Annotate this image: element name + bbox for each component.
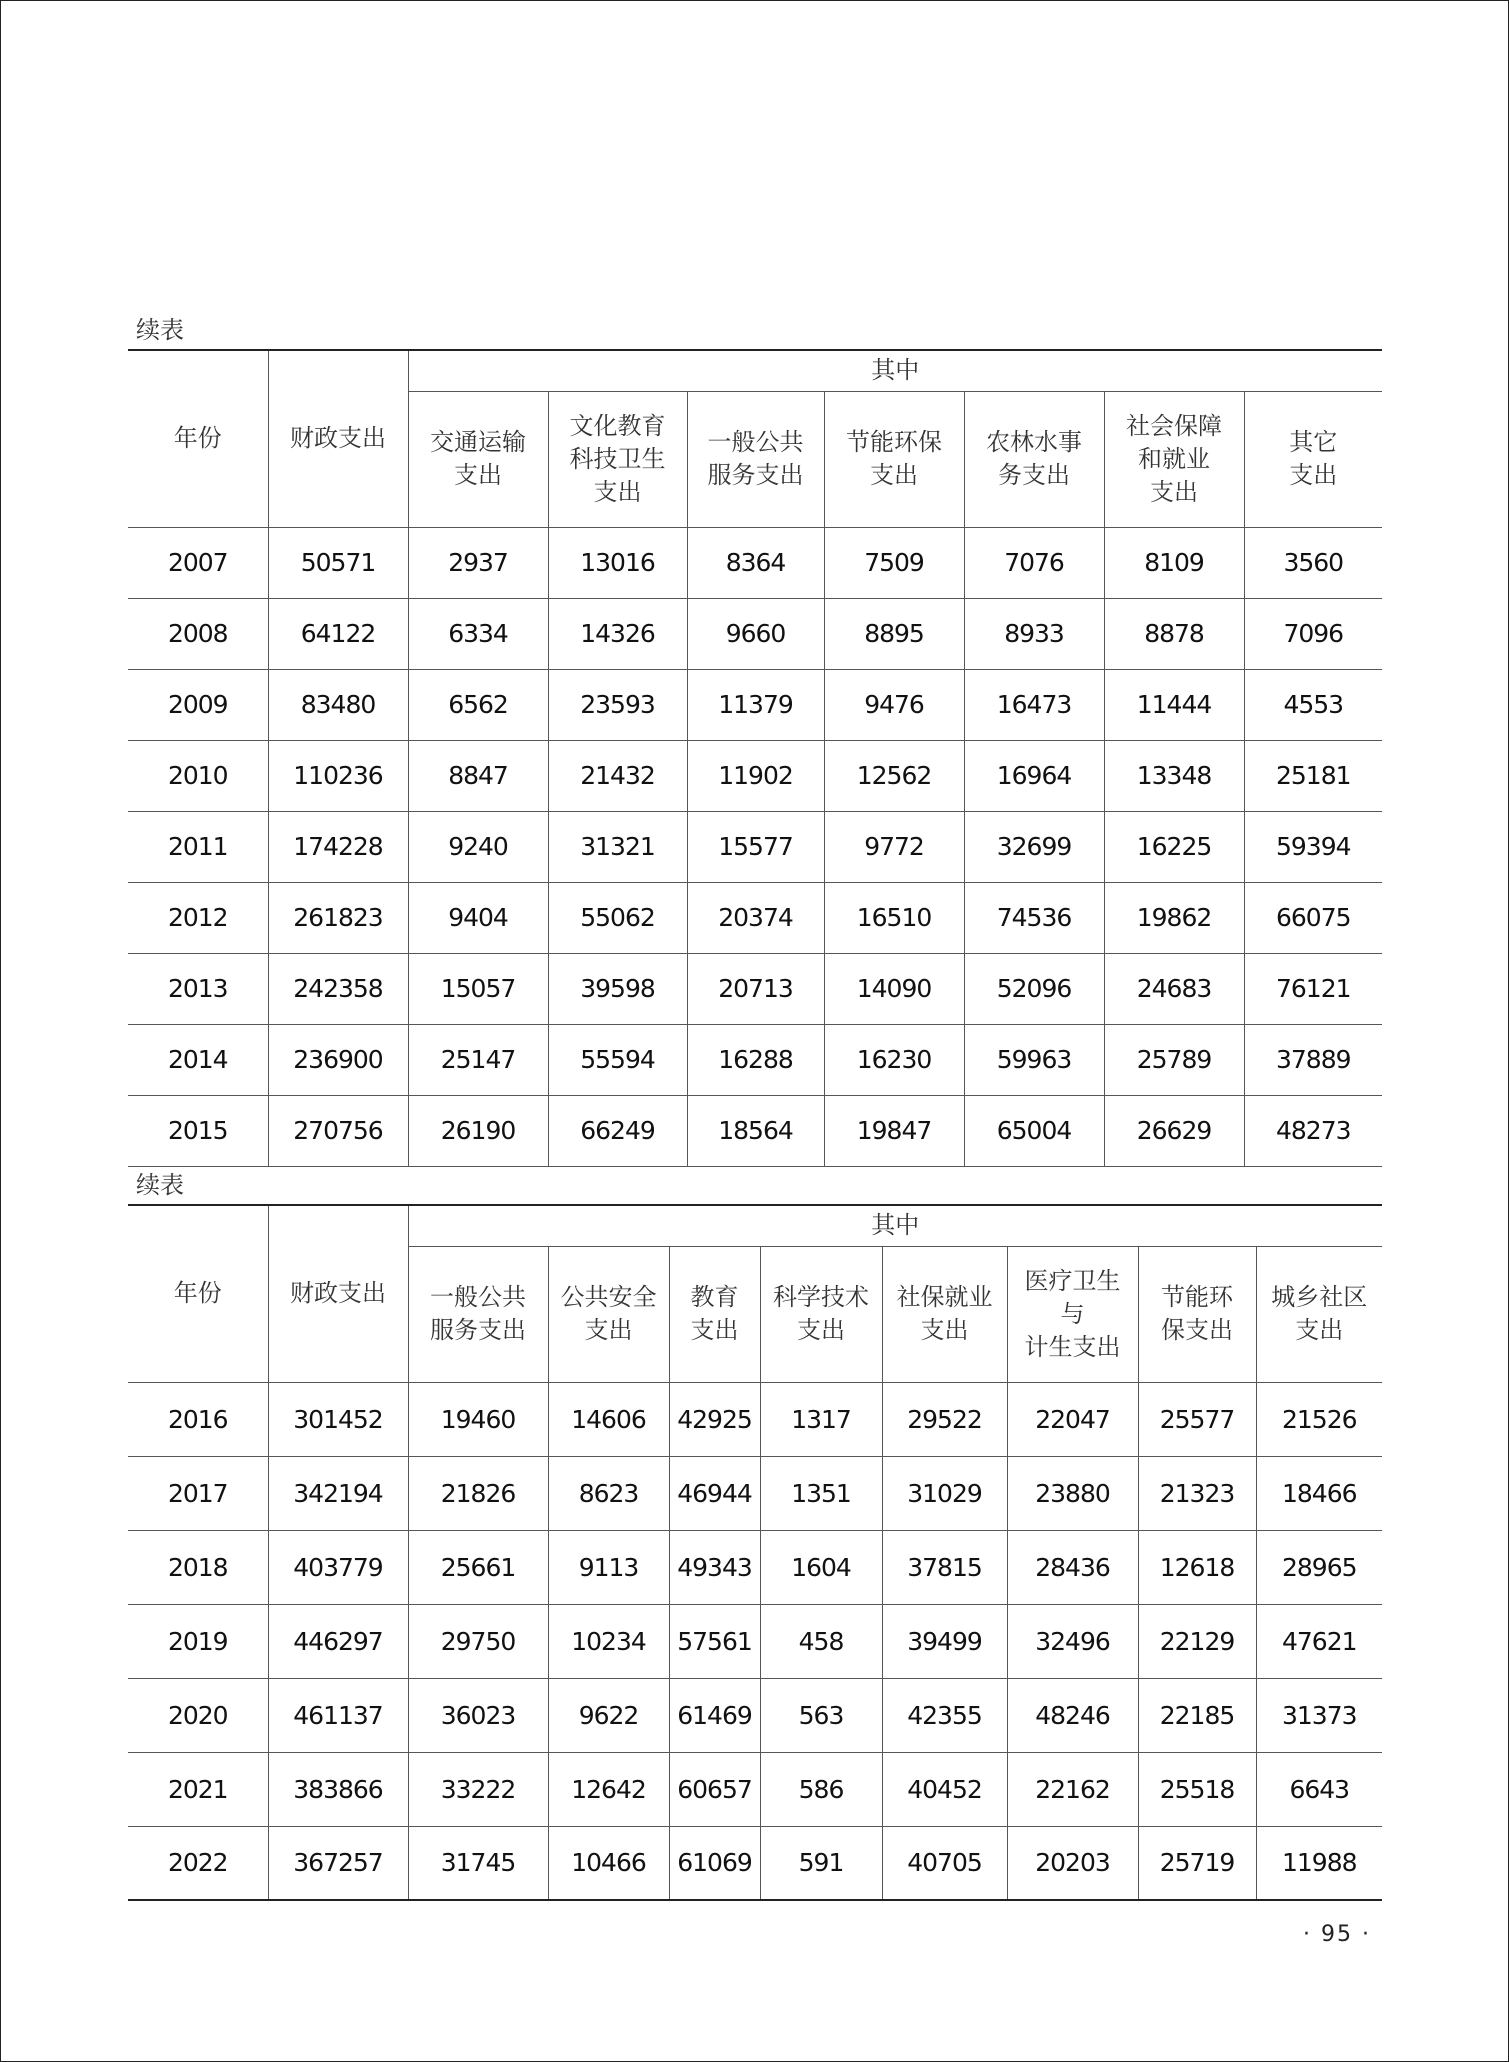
value-cell: 55062: [548, 882, 687, 953]
table-row: [128, 598, 1382, 669]
column-header-line: 支出: [797, 1316, 845, 1344]
year-cell: 2007: [128, 527, 268, 598]
value-cell: 55594: [548, 1024, 687, 1095]
value-cell: 21826: [408, 1456, 548, 1530]
table-row: [128, 1678, 1382, 1752]
year-cell: 2021: [128, 1752, 268, 1826]
value-cell: 46944: [669, 1456, 760, 1530]
column-header: [964, 391, 1104, 527]
table-row: [128, 811, 1382, 882]
page-number: · 95 ·: [1303, 1922, 1371, 1947]
value-cell: 2937: [408, 527, 548, 598]
expenditure-table-2007-2015: [128, 349, 1382, 1167]
value-cell: 25789: [1104, 1024, 1244, 1095]
value-cell: 8878: [1104, 598, 1244, 669]
value-cell: 14326: [548, 598, 687, 669]
column-header-line: 节能环: [1161, 1283, 1233, 1311]
value-cell: 7509: [824, 527, 964, 598]
table-row: [128, 1604, 1382, 1678]
value-cell: 14606: [548, 1382, 669, 1456]
value-cell: 40452: [882, 1752, 1007, 1826]
year-cell: 2022: [128, 1826, 268, 1900]
column-header-line: 一般公共: [707, 428, 804, 456]
table-row: [128, 1530, 1382, 1604]
value-cell: 33222: [408, 1752, 548, 1826]
value-cell: 32699: [964, 811, 1104, 882]
value-cell: 9660: [687, 598, 824, 669]
total-cell: 242358: [268, 953, 408, 1024]
value-cell: 29750: [408, 1604, 548, 1678]
expenditure-table-2016-2022: [128, 1204, 1382, 1901]
value-cell: 1317: [760, 1382, 882, 1456]
value-cell: 22185: [1138, 1678, 1256, 1752]
total-expenditure-header: 财政支出: [268, 350, 408, 527]
year-cell: 2008: [128, 598, 268, 669]
year-cell: 2016: [128, 1382, 268, 1456]
value-cell: 11902: [687, 740, 824, 811]
value-cell: 31373: [1256, 1678, 1382, 1752]
value-cell: 19862: [1104, 882, 1244, 953]
total-cell: 342194: [268, 1456, 408, 1530]
value-cell: 12642: [548, 1752, 669, 1826]
total-cell: 461137: [268, 1678, 408, 1752]
year-cell: 2013: [128, 953, 268, 1024]
value-cell: 13016: [548, 527, 687, 598]
value-cell: 25147: [408, 1024, 548, 1095]
column-header: [1256, 1246, 1382, 1382]
total-cell: 403779: [268, 1530, 408, 1604]
column-header-line: 支出: [454, 461, 502, 489]
value-cell: 16510: [824, 882, 964, 953]
column-header: [408, 1246, 548, 1382]
total-cell: 367257: [268, 1826, 408, 1900]
total-cell: 236900: [268, 1024, 408, 1095]
table-row: [128, 740, 1382, 811]
column-header-line: 与: [1060, 1299, 1085, 1328]
value-cell: 66075: [1244, 882, 1382, 953]
value-cell: 59963: [964, 1024, 1104, 1095]
value-cell: 23880: [1007, 1456, 1138, 1530]
column-header-line: 交通运输: [430, 428, 526, 456]
year-cell: 2010: [128, 740, 268, 811]
value-cell: 16225: [1104, 811, 1244, 882]
value-cell: 9404: [408, 882, 548, 953]
value-cell: 591: [760, 1826, 882, 1900]
value-cell: 18466: [1256, 1456, 1382, 1530]
value-cell: 25719: [1138, 1826, 1256, 1900]
value-cell: 9622: [548, 1678, 669, 1752]
total-expenditure-header: 财政支出: [268, 1205, 408, 1382]
column-header-line: 城乡社区: [1271, 1283, 1368, 1311]
column-header-line: 支出: [584, 1316, 633, 1344]
value-cell: 8895: [824, 598, 964, 669]
value-cell: 31745: [408, 1826, 548, 1900]
value-cell: 16964: [964, 740, 1104, 811]
value-cell: 9772: [824, 811, 964, 882]
value-cell: 60657: [669, 1752, 760, 1826]
table-row: [128, 1752, 1382, 1826]
value-cell: 25518: [1138, 1752, 1256, 1826]
value-cell: 6334: [408, 598, 548, 669]
value-cell: 9113: [548, 1530, 669, 1604]
value-cell: 15057: [408, 953, 548, 1024]
value-cell: 7096: [1244, 598, 1382, 669]
value-cell: 9240: [408, 811, 548, 882]
value-cell: 31029: [882, 1456, 1007, 1530]
column-header: [824, 391, 964, 527]
value-cell: 10234: [548, 1604, 669, 1678]
total-cell: 301452: [268, 1382, 408, 1456]
value-cell: 6562: [408, 669, 548, 740]
column-header-line: 支出: [1150, 477, 1198, 506]
year-cell: 2011: [128, 811, 268, 882]
year-cell: 2018: [128, 1530, 268, 1604]
year-cell: 2015: [128, 1095, 268, 1166]
continued-label: 续表: [136, 316, 184, 344]
column-header-line: 支出: [593, 477, 642, 506]
continued-label: 续表: [136, 1171, 184, 1199]
total-cell: 64122: [268, 598, 408, 669]
value-cell: 25181: [1244, 740, 1382, 811]
value-cell: 1604: [760, 1530, 882, 1604]
value-cell: 65004: [964, 1095, 1104, 1166]
value-cell: 586: [760, 1752, 882, 1826]
total-cell: 50571: [268, 527, 408, 598]
table-row: [128, 882, 1382, 953]
column-header: [687, 391, 824, 527]
value-cell: 3560: [1244, 527, 1382, 598]
total-cell: 261823: [268, 882, 408, 953]
value-cell: 66249: [548, 1095, 687, 1166]
column-header-line: 服务支出: [430, 1316, 526, 1344]
value-cell: 12618: [1138, 1530, 1256, 1604]
value-cell: 19460: [408, 1382, 548, 1456]
column-header: [760, 1246, 882, 1382]
table-row: [128, 1095, 1382, 1166]
value-cell: 14090: [824, 953, 964, 1024]
column-header-line: 一般公共: [430, 1283, 526, 1311]
column-header-line: 科学技术: [773, 1283, 869, 1311]
value-cell: 18564: [687, 1095, 824, 1166]
column-header-line: 保支出: [1161, 1316, 1233, 1344]
total-cell: 174228: [268, 811, 408, 882]
column-header-line: 农林水事: [986, 428, 1082, 456]
year-cell: 2014: [128, 1024, 268, 1095]
column-header-line: 支出: [920, 1316, 969, 1344]
value-cell: 8109: [1104, 527, 1244, 598]
value-cell: 31321: [548, 811, 687, 882]
year-cell: 2020: [128, 1678, 268, 1752]
value-cell: 21432: [548, 740, 687, 811]
value-cell: 4553: [1244, 669, 1382, 740]
table-row: [128, 527, 1382, 598]
value-cell: 563: [760, 1678, 882, 1752]
value-cell: 16473: [964, 669, 1104, 740]
value-cell: 37889: [1244, 1024, 1382, 1095]
value-cell: 9476: [824, 669, 964, 740]
value-cell: 36023: [408, 1678, 548, 1752]
year-cell: 2012: [128, 882, 268, 953]
value-cell: 25577: [1138, 1382, 1256, 1456]
column-header: [1138, 1246, 1256, 1382]
column-header-line: 社保就业: [896, 1283, 993, 1311]
column-header-line: 其它: [1289, 428, 1338, 456]
value-cell: 42925: [669, 1382, 760, 1456]
column-header: [882, 1246, 1007, 1382]
value-cell: 49343: [669, 1530, 760, 1604]
value-cell: 22162: [1007, 1752, 1138, 1826]
value-cell: 57561: [669, 1604, 760, 1678]
value-cell: 39598: [548, 953, 687, 1024]
value-cell: 22129: [1138, 1604, 1256, 1678]
value-cell: 8364: [687, 527, 824, 598]
year-header: 年份: [128, 350, 268, 527]
value-cell: 15577: [687, 811, 824, 882]
column-header: [548, 391, 687, 527]
column-header-line: 服务支出: [707, 461, 804, 489]
column-header-line: 支出: [690, 1316, 739, 1344]
value-cell: 8847: [408, 740, 548, 811]
value-cell: 20203: [1007, 1826, 1138, 1900]
table-row: [128, 1826, 1382, 1900]
value-cell: 23593: [548, 669, 687, 740]
column-header: [1104, 391, 1244, 527]
value-cell: 20713: [687, 953, 824, 1024]
value-cell: 28436: [1007, 1530, 1138, 1604]
table-row: [128, 1024, 1382, 1095]
value-cell: 74536: [964, 882, 1104, 953]
year-cell: 2019: [128, 1604, 268, 1678]
total-cell: 446297: [268, 1604, 408, 1678]
value-cell: 8623: [548, 1456, 669, 1530]
year-cell: 2009: [128, 669, 268, 740]
column-header: [669, 1246, 760, 1382]
value-cell: 39499: [882, 1604, 1007, 1678]
value-cell: 52096: [964, 953, 1104, 1024]
column-header-line: 支出: [870, 461, 918, 489]
value-cell: 24683: [1104, 953, 1244, 1024]
column-header-line: 教育: [690, 1283, 739, 1311]
value-cell: 48273: [1244, 1095, 1382, 1166]
value-cell: 61469: [669, 1678, 760, 1752]
value-cell: 6643: [1256, 1752, 1382, 1826]
value-cell: 61069: [669, 1826, 760, 1900]
table-row: [128, 953, 1382, 1024]
value-cell: 12562: [824, 740, 964, 811]
total-cell: 270756: [268, 1095, 408, 1166]
value-cell: 10466: [548, 1826, 669, 1900]
value-cell: 11379: [687, 669, 824, 740]
column-header-line: 计生支出: [1024, 1332, 1121, 1361]
value-cell: 26629: [1104, 1095, 1244, 1166]
table-row: [128, 1456, 1382, 1530]
column-header: [548, 1246, 669, 1382]
value-cell: 26190: [408, 1095, 548, 1166]
column-header: [1244, 391, 1382, 527]
value-cell: 16288: [687, 1024, 824, 1095]
table-row: [128, 669, 1382, 740]
value-cell: 42355: [882, 1678, 1007, 1752]
column-header: [1007, 1246, 1138, 1382]
value-cell: 37815: [882, 1530, 1007, 1604]
column-header-line: 社会保障: [1126, 411, 1222, 440]
value-cell: 11988: [1256, 1826, 1382, 1900]
value-cell: 59394: [1244, 811, 1382, 882]
column-header-line: 节能环保: [846, 428, 942, 456]
value-cell: 7076: [964, 527, 1104, 598]
value-cell: 48246: [1007, 1678, 1138, 1752]
value-cell: 20374: [687, 882, 824, 953]
value-cell: 32496: [1007, 1604, 1138, 1678]
value-cell: 40705: [882, 1826, 1007, 1900]
value-cell: 21323: [1138, 1456, 1256, 1530]
column-header-line: 支出: [1289, 461, 1338, 489]
value-cell: 458: [760, 1604, 882, 1678]
year-header: 年份: [128, 1205, 268, 1382]
column-header-line: 务支出: [998, 461, 1070, 489]
value-cell: 13348: [1104, 740, 1244, 811]
group-header: 其中: [408, 350, 1382, 391]
column-header-line: 和就业: [1138, 444, 1210, 473]
group-header: 其中: [408, 1205, 1382, 1246]
value-cell: 16230: [824, 1024, 964, 1095]
value-cell: 76121: [1244, 953, 1382, 1024]
value-cell: 28965: [1256, 1530, 1382, 1604]
column-header-line: 公共安全: [560, 1283, 657, 1311]
total-cell: 383866: [268, 1752, 408, 1826]
value-cell: 47621: [1256, 1604, 1382, 1678]
total-cell: 110236: [268, 740, 408, 811]
column-header-line: 科技卫生: [569, 444, 666, 473]
value-cell: 29522: [882, 1382, 1007, 1456]
column-header-line: 文化教育: [569, 411, 666, 440]
value-cell: 22047: [1007, 1382, 1138, 1456]
year-cell: 2017: [128, 1456, 268, 1530]
value-cell: 25661: [408, 1530, 548, 1604]
value-cell: 11444: [1104, 669, 1244, 740]
value-cell: 21526: [1256, 1382, 1382, 1456]
value-cell: 1351: [760, 1456, 882, 1530]
column-header-line: 医疗卫生: [1024, 1266, 1121, 1295]
value-cell: 8933: [964, 598, 1104, 669]
column-header-line: 支出: [1295, 1316, 1344, 1344]
column-header: [408, 391, 548, 527]
total-cell: 83480: [268, 669, 408, 740]
value-cell: 19847: [824, 1095, 964, 1166]
table-row: [128, 1382, 1382, 1456]
